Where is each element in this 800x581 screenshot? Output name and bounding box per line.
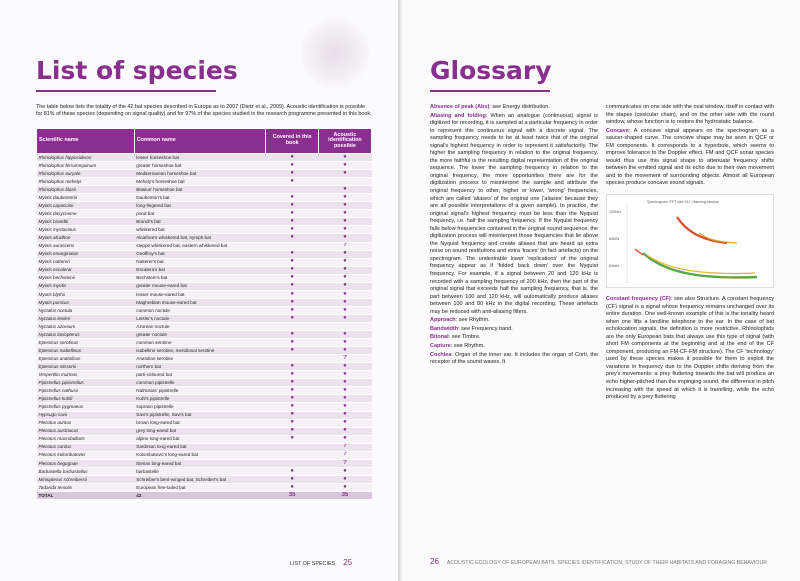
- common-name-cell: lesser mouse-eared bat: [134, 290, 266, 298]
- table-row: [37, 298, 372, 306]
- footer-book-title: ACOUSTIC ECOLOGY OF EUROPEAN BATS. SPECIES IDENTIFICATION, STUDY OF THEIR HABITATS AND FORAGING BEHAVIOUR: [446, 560, 767, 566]
- common-name-cell: long-fingered bat: [134, 202, 266, 210]
- bat-illustration-decoration: [300, 18, 370, 88]
- acoustic-id-cell: ●: [318, 210, 371, 218]
- table-row: [37, 194, 372, 202]
- common-name-cell: Leisler's noctule: [134, 314, 266, 322]
- scientific-name-cell: Plecotus austriacus: [37, 427, 135, 435]
- acoustic-id-cell: ●: [318, 483, 371, 491]
- common-name-cell: common serotine: [134, 339, 266, 347]
- scientific-name-cell: Miniopterus schreibersii: [37, 475, 135, 483]
- common-name-cell: grey long-eared bat: [134, 427, 266, 435]
- glossary-term: Capture: [430, 342, 451, 349]
- acoustic-id-cell: ●: [318, 154, 371, 162]
- scientific-name-cell: Pipistrellus kuhlii: [37, 395, 135, 403]
- glossary-term: Bandwidth: [430, 325, 459, 332]
- common-name-cell: Daubenton's bat: [134, 194, 266, 202]
- scientific-name-cell: Rhinolophus ferrumequinum: [37, 162, 135, 170]
- acoustic-id-cell: ●: [318, 403, 371, 411]
- scientific-name-cell: Pipistrellus pygmaeus: [37, 403, 135, 411]
- common-name-cell: whiskered bat: [134, 226, 266, 234]
- scientific-name-cell: Myotis bechsteinii: [37, 274, 135, 282]
- common-name-cell: Schreiber's bent-winged bat, Schreiber's bat: [134, 475, 266, 483]
- intro-paragraph: The table below lists the totality of the 42 bat species described in Europe as to 2007 (Dietz et al., 2009). Acoustic identification is possible for 81% of these species (depending on signal quality) and for 97% of the species studied in the research programme presented in this book.: [36, 104, 372, 118]
- common-name-cell: Mediterranean horseshoe bat: [134, 170, 266, 178]
- glossary-term: Approach: [430, 317, 456, 324]
- total-cell: TOTAL: [37, 491, 135, 499]
- acoustic-id-cell: ●: [318, 218, 371, 226]
- acoustic-id-cell: ●: [318, 363, 371, 371]
- common-name-cell: lesser horseshoe bat: [134, 154, 266, 162]
- common-name-cell: Kolombatovic's long-eared bat: [134, 451, 266, 459]
- acoustic-id-cell: [318, 322, 371, 330]
- scientific-name-cell: Eptesicus anatolicus: [37, 355, 135, 363]
- acoustic-id-cell: ●: [318, 387, 371, 395]
- common-name-cell: greater mouse-eared bat: [134, 282, 266, 290]
- covered-cell: ●: [266, 154, 318, 162]
- acoustic-id-cell: ●: [318, 250, 371, 258]
- covered-cell: ●: [266, 282, 318, 290]
- common-name-cell: pond bat: [134, 210, 266, 218]
- acoustic-id-cell: ●: [318, 290, 371, 298]
- covered-cell: ●: [266, 411, 318, 419]
- table-row: [37, 347, 372, 355]
- glossary-column-1: [430, 104, 598, 368]
- covered-cell: ●: [266, 419, 318, 427]
- covered-cell: ●: [266, 475, 318, 483]
- total-cell: 35: [266, 491, 318, 499]
- common-name-cell: Mehely's horseshoe bat: [134, 178, 266, 186]
- glossary-entry: [606, 296, 774, 402]
- scientific-name-cell: Pipistrellus pipistrellus: [37, 379, 135, 387]
- glossary-entry: [606, 104, 774, 127]
- covered-cell: [266, 322, 318, 330]
- table-row: [37, 186, 372, 194]
- acoustic-id-cell: ●: [318, 306, 371, 314]
- scientific-name-cell: Myotis myotis: [37, 282, 135, 290]
- scientific-name-cell: Pipistrellus nathusii: [37, 387, 135, 395]
- left-page: [0, 0, 398, 581]
- scientific-name-cell: Myotis escalerai: [37, 266, 135, 274]
- left-footer: [290, 558, 352, 567]
- scientific-name-cell: Hypsugo savii: [37, 411, 135, 419]
- table-row: [37, 411, 372, 419]
- covered-cell: ●: [266, 178, 318, 186]
- covered-cell: ●: [266, 363, 318, 371]
- glossary-definition: communicates on one side with the oval window, itself in contact with the stapes (ossicular chain), and on the other side with the round window, whose function is to restore the hydrostatic balance.: [606, 104, 774, 126]
- acoustic-id-cell: ?: [318, 242, 371, 250]
- acoustic-id-cell: ●: [318, 258, 371, 266]
- glossary-definition: : Organ of the inner ear. It includes the organ of Corti, the receptor of the sound waves. It: [430, 351, 598, 366]
- table-row: [37, 427, 372, 435]
- acoustic-id-cell: ●: [318, 427, 371, 435]
- glossary-definition: : see Frequency band.: [458, 325, 513, 332]
- scientific-name-cell: Myotis punicus: [37, 298, 135, 306]
- glossary-column-2: [606, 104, 774, 403]
- common-name-cell: common noctule: [134, 306, 266, 314]
- table-total-row: [37, 491, 372, 499]
- covered-cell: [266, 186, 318, 194]
- acoustic-id-cell: ●: [318, 298, 371, 306]
- glossary-definition: : see Rhythm.: [455, 317, 490, 324]
- acoustic-id-cell: ●: [318, 411, 371, 419]
- table-row: [37, 331, 372, 339]
- common-name-cell: isabelline serotine, meridional serotine: [134, 347, 266, 355]
- table-row: [37, 363, 372, 371]
- acoustic-id-cell: ●: [318, 282, 371, 290]
- spectrogram-trace: [635, 249, 643, 255]
- covered-cell: ●: [266, 339, 318, 347]
- table-row: [37, 371, 372, 379]
- glossary-term: Constant frequency (CF): [606, 296, 671, 303]
- scientific-name-cell: Eptesicus isabellinus: [37, 347, 135, 355]
- spectrogram-trace: [647, 255, 755, 273]
- glossary-term: Absence of peak (Abs): [430, 104, 490, 110]
- glossary-definition: : see Timbre.: [448, 334, 481, 341]
- common-name-cell: Bechstein's bat: [134, 274, 266, 282]
- scientific-name-cell: Rhinolophus mehelyi: [37, 178, 135, 186]
- acoustic-id-cell: ●: [318, 395, 371, 403]
- acoustic-id-cell: ●: [318, 274, 371, 282]
- spectrogram-image: [607, 195, 773, 287]
- scientific-name-cell: Myotis nattereri: [37, 258, 135, 266]
- scientific-name-cell: Plecotus auritus: [37, 419, 135, 427]
- spectrogram-trace: [677, 217, 727, 243]
- acoustic-id-cell: ●: [318, 379, 371, 387]
- scientific-name-cell: Plecotus macrobullaris: [37, 435, 135, 443]
- acoustic-id-cell: ●: [318, 194, 371, 202]
- covered-cell: [266, 451, 318, 459]
- glossary-term: Aliasing and folding: [430, 112, 486, 119]
- glossary-column-2-bottom: [606, 296, 774, 402]
- table-row: [37, 435, 372, 443]
- scientific-name-cell: Barbastella barbastellus: [37, 467, 135, 475]
- covered-cell: ●: [266, 266, 318, 274]
- acoustic-id-cell: ?: [318, 443, 371, 451]
- common-name-cell: Natterer's bat: [134, 258, 266, 266]
- covered-cell: ●: [266, 218, 318, 226]
- covered-cell: ●: [266, 258, 318, 266]
- glossary-entry: [606, 128, 774, 188]
- common-name-cell: European free-tailed bat: [134, 483, 266, 491]
- page-number: 25: [343, 558, 353, 567]
- covered-cell: ●: [266, 395, 318, 403]
- glossary-entry: [430, 326, 598, 334]
- acoustic-id-cell: [318, 178, 371, 186]
- common-name-cell: northern bat: [134, 363, 266, 371]
- covered-cell: ●: [266, 403, 318, 411]
- scientific-name-cell: Vespertilio murinus: [37, 371, 135, 379]
- acoustic-id-cell: ?: [318, 459, 371, 467]
- common-name-cell: barbastelle: [134, 467, 266, 475]
- glossary-definition: : see also Structure. A constant frequency (CF) signal is a signal whose frequency remains unchanged over its entire duration. One well-known example of this is the tonality heard when one lifts a landline telephone to the ear. In the case of bat echolocation signals, the definition is more restrictive. Rhinolophids are the only European bats that always use this type of signal (with short FM components at the beginning and at the end of the CF component, producing an FM-CF-FM structure). The CF 'technology' used by these species makes it possible for them to exploit the variations in frequency due to the Doppler shifts deriving from the prey's movements: a prey fluttering towards the bat will produce an echo higher-pitched than the impinging sound, the difference in pitch increasing with the speed at which it is travelling, while the echo produced by a prey fluttering: [606, 296, 774, 401]
- covered-cell: ●: [266, 435, 318, 443]
- acoustic-id-cell: ●: [318, 170, 371, 178]
- table-row: [37, 443, 372, 451]
- table-row: [37, 403, 372, 411]
- table-row: [37, 218, 372, 226]
- scientific-name-cell: Myotis dasycneme: [37, 210, 135, 218]
- covered-cell: ●: [266, 274, 318, 282]
- header-common-name: Common name: [134, 129, 266, 154]
- glossary-term: Concave: [606, 127, 629, 134]
- acoustic-id-cell: ●: [318, 347, 371, 355]
- acoustic-id-cell: ●: [318, 371, 371, 379]
- common-name-cell: Nathusius' pipistrelle: [134, 387, 266, 395]
- table-row: [37, 395, 372, 403]
- scientific-name-cell: Myotis brandtii: [37, 218, 135, 226]
- covered-cell: [266, 355, 318, 363]
- glossary-entry: [430, 317, 598, 325]
- common-name-cell: Maghrebian mouse-eared bat: [134, 298, 266, 306]
- glossary-definition: : see Rhythm.: [450, 342, 485, 349]
- acoustic-id-cell: ●: [318, 162, 371, 170]
- covered-cell: ●: [266, 162, 318, 170]
- common-name-cell: Savi's pipistrelle, Savi's bat: [134, 411, 266, 419]
- covered-cell: ●: [266, 170, 318, 178]
- page-number: 26: [430, 557, 439, 566]
- scientific-name-cell: Myotis daubentonii: [37, 194, 135, 202]
- common-name-cell: parti-coloured bat: [134, 371, 266, 379]
- covered-cell: ●: [266, 226, 318, 234]
- covered-cell: ●: [266, 483, 318, 491]
- common-name-cell: Azorean noctule: [134, 322, 266, 330]
- common-name-cell: alpine long-eared bat: [134, 435, 266, 443]
- covered-cell: ●: [266, 387, 318, 395]
- common-name-cell: steppe whiskered bat, eastern whiskered bat: [134, 242, 266, 250]
- glossary-definition: : A concave signal appears on the spectrogram as a saucer-shaped curve. The concave shape may be seen in QCF or FM components. It corresponds to a hyperbole, which seems to improve tolerance to the Doppler effect. FM and QCF sonar species would thus use this signal shape to attenuate frequency shifts between the emitted signal and its echo due to their own movement and to the movement of surrounding objects. Almost all European species produce concave sound signals.: [606, 127, 774, 187]
- covered-cell: ●: [266, 427, 318, 435]
- acoustic-id-cell: ?: [318, 451, 371, 459]
- common-name-cell: greater noctule: [134, 331, 266, 339]
- covered-cell: ●: [266, 306, 318, 314]
- covered-cell: ●: [266, 210, 318, 218]
- glossary-entry: [430, 113, 598, 317]
- table-row: [37, 226, 372, 234]
- scientific-name-cell: Nyctalus azoreum: [37, 322, 135, 330]
- covered-cell: ●: [266, 250, 318, 258]
- common-name-cell: brown long-eared bat: [134, 419, 266, 427]
- acoustic-id-cell: ●: [318, 266, 371, 274]
- table-row: [37, 154, 372, 162]
- covered-cell: ●: [266, 331, 318, 339]
- header-covered: Covered in this book: [266, 129, 318, 154]
- footer-section-label: LIST OF SPECIES: [290, 561, 336, 567]
- scientific-name-cell: Rhinolophus euryale: [37, 170, 135, 178]
- common-name-cell: Escalera's bat: [134, 266, 266, 274]
- glossary-term: Bitonal: [430, 334, 449, 341]
- covered-cell: [266, 242, 318, 250]
- total-cell: 35: [318, 491, 371, 499]
- common-name-cell: Kuhl's pipistrelle: [134, 395, 266, 403]
- table-row: [37, 290, 372, 298]
- table-row: [37, 451, 372, 459]
- covered-cell: ●: [266, 314, 318, 322]
- common-name-cell: common pipistrelle: [134, 379, 266, 387]
- table-row: [37, 355, 372, 363]
- covered-cell: [266, 459, 318, 467]
- table-row: [37, 266, 372, 274]
- covered-cell: [266, 443, 318, 451]
- right-footer: [430, 557, 767, 566]
- spectrogram-title: Spectrogram, FFT size 512, Hanning window: [647, 200, 719, 205]
- scientific-name-cell: Myotis alcathoe: [37, 234, 135, 242]
- table-row: [37, 306, 372, 314]
- table-row: [37, 242, 372, 250]
- glossary-entry: [430, 104, 598, 112]
- table-row: [37, 467, 372, 475]
- table-row: [37, 162, 372, 170]
- glossary-entry: [430, 352, 598, 367]
- table-row: [37, 475, 372, 483]
- glossary-entry: [430, 343, 598, 351]
- covered-cell: ●: [266, 194, 318, 202]
- acoustic-id-cell: ●: [318, 475, 371, 483]
- header-scientific-name: Scientific name: [37, 129, 135, 154]
- glossary-definition: : When an analogue (continuous) signal is digitized for recording, it is sampled at a particular frequency in order to represent this continuous signal with a discrete signal. The sampling frequency needs to be at least twice that of the original signal's highest frequency in order to represent it satisfactorily. The higher the sampling frequency in relation to the original frequency, the more faithful is the resulting digital representation of the original sequence. The lower the sampling frequency in relation to the original frequency, the more opportunities there are for the digitization process to misinterpret the sample and attribute the original frequency to other, higher or lower, 'wrong' frequencies, which are called 'aliases' of the original one ('aliases' because they are all possible interpretations of a given sample). In practice, the original signal's highest frequency must be less than the Nyquist frequency, i.e. half the sampling frequency. If the Nyquist frequency falls below frequencies contained in the original sound sequence, the digitization process will misinterpret those frequencies that lie above the Nyquist frequency and create aliases that are heard as extra noise on sound restitutions and extra 'traces' (in fact artefacts) on the spectrogram. The undesirable lower 'replications' of the original frequency appear as if 'folded back down' over the Nyquist frequency. For example, if a signal between 20 and 120 kHz is recorded with a sampling frequency of 200 kHz, then the part of the original signal that exceeds half the sampling frequency, that is, the part between 100 and 120 kHz, will automatically produce aliases between 100 and 80 kHz in the digital recording. These artefacts may be reduced with anti-aliasing filters.: [430, 112, 598, 315]
- species-table: [36, 128, 372, 500]
- table-row: [37, 483, 372, 491]
- table-row: [37, 170, 372, 178]
- covered-cell: ●: [266, 379, 318, 387]
- acoustic-id-cell: ●: [318, 435, 371, 443]
- table-row: [37, 314, 372, 322]
- covered-cell: ●: [266, 347, 318, 355]
- scientific-name-cell: Plecotus kolombatovici: [37, 451, 135, 459]
- scientific-name-cell: Nyctalus leisleri: [37, 314, 135, 322]
- acoustic-id-cell: ●: [318, 419, 371, 427]
- common-name-cell: Sardinian long-eared bat: [134, 443, 266, 451]
- scientific-name-cell: Plecotus begognae: [37, 459, 135, 467]
- table-row: [37, 234, 372, 242]
- table-header-row: [37, 129, 372, 154]
- scientific-name-cell: Myotis capaccinii: [37, 202, 135, 210]
- glossary-term: Cochlea: [430, 351, 452, 358]
- scientific-name-cell: Rhinolophus blasii: [37, 186, 135, 194]
- covered-cell: ●: [266, 234, 318, 242]
- scientific-name-cell: Nyctalus noctula: [37, 306, 135, 314]
- table-row: [37, 250, 372, 258]
- table-row: [37, 282, 372, 290]
- table-row: [37, 379, 372, 387]
- table-row: [37, 419, 372, 427]
- table-row: [37, 274, 372, 282]
- scientific-name-cell: Rhinolophus hipposideros: [37, 154, 135, 162]
- scientific-name-cell: Tadarida teniotis: [37, 483, 135, 491]
- header-acoustic-id: Acoustic identification possible: [318, 129, 371, 154]
- species-table-body: [37, 154, 372, 500]
- scientific-name-cell: Myotis emarginatus: [37, 250, 135, 258]
- total-cell: 42: [134, 491, 266, 499]
- covered-cell: ●: [266, 467, 318, 475]
- acoustic-id-cell: ●: [318, 186, 371, 194]
- table-row: [37, 178, 372, 186]
- common-name-cell: Alcathoe's whiskered bat, nymph bat: [134, 234, 266, 242]
- y-label: 60kHz: [609, 264, 620, 269]
- acoustic-id-cell: ●: [318, 202, 371, 210]
- common-name-cell: Anatolian serotine: [134, 355, 266, 363]
- table-row: [37, 210, 372, 218]
- scientific-name-cell: Myotis aurascens: [37, 242, 135, 250]
- scientific-name-cell: Myotis blythii: [37, 290, 135, 298]
- y-label: 100kHz: [609, 210, 622, 215]
- glossary-entry: [430, 334, 598, 342]
- acoustic-id-cell: ●: [318, 331, 371, 339]
- y-label: 80kHz: [609, 237, 620, 242]
- covered-cell: ●: [266, 371, 318, 379]
- acoustic-id-cell: ?: [318, 355, 371, 363]
- scientific-name-cell: Plecotus sardus: [37, 443, 135, 451]
- table-row: [37, 258, 372, 266]
- scientific-name-cell: Nyctalus lasiopterus: [37, 331, 135, 339]
- common-name-cell: soprano pipistrelle: [134, 403, 266, 411]
- table-row: [37, 339, 372, 347]
- covered-cell: ●: [266, 290, 318, 298]
- table-row: [37, 202, 372, 210]
- table-row: [37, 322, 372, 330]
- acoustic-id-cell: ●: [318, 226, 371, 234]
- glossary-definition: : see Energy distribution.: [489, 104, 550, 110]
- common-name-cell: Geoffroy's bat: [134, 250, 266, 258]
- covered-cell: ●: [266, 202, 318, 210]
- common-name-cell: greater horseshoe bat: [134, 162, 266, 170]
- acoustic-id-cell: ●: [318, 314, 371, 322]
- acoustic-id-cell: ●: [318, 339, 371, 347]
- glossary-title: Glossary: [430, 56, 552, 85]
- title-underline: [430, 90, 550, 92]
- scientific-name-cell: Eptesicus nilssonii: [37, 363, 135, 371]
- acoustic-id-cell: ●: [318, 234, 371, 242]
- common-name-cell: Iberian long-eared bat: [134, 459, 266, 467]
- covered-cell: ●: [266, 298, 318, 306]
- page-title: List of species: [36, 56, 238, 85]
- common-name-cell: Brandt's bat: [134, 218, 266, 226]
- table-row: [37, 387, 372, 395]
- spectrogram-figure: [606, 194, 774, 288]
- glossary-column-2-top: [606, 104, 774, 188]
- title-underline: [36, 90, 216, 92]
- scientific-name-cell: Eptesicus serotinus: [37, 339, 135, 347]
- common-name-cell: Blasius' horseshoe bat: [134, 186, 266, 194]
- acoustic-id-cell: ●: [318, 467, 371, 475]
- table-row: [37, 459, 372, 467]
- scientific-name-cell: Myotis mystacinus: [37, 226, 135, 234]
